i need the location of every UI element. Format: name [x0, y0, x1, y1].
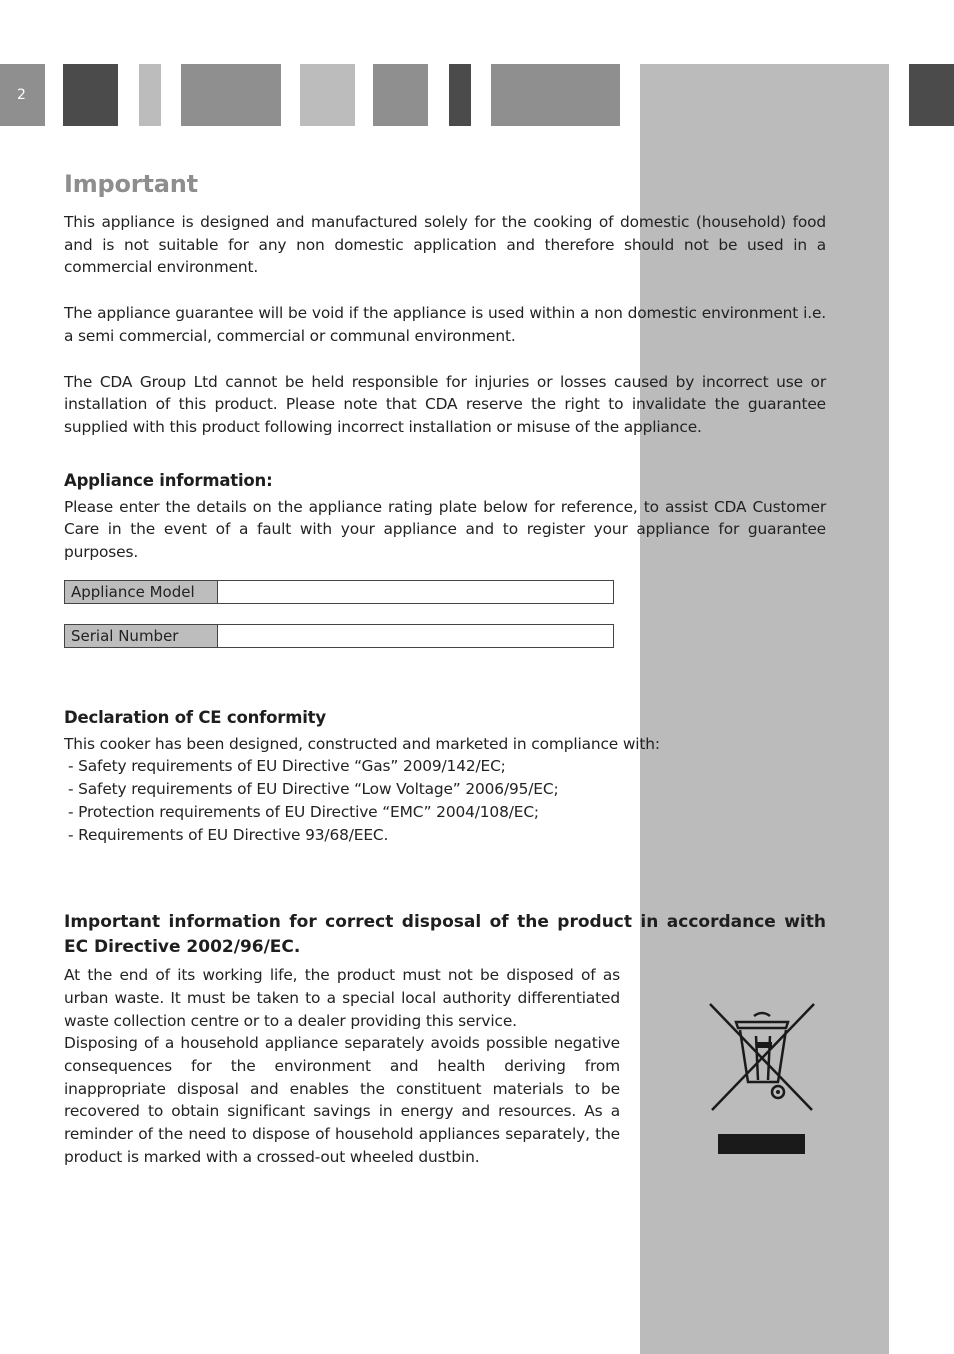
- ce-list-item: - Protection requirements of EU Directive “EMC” 2004/108/EC;: [68, 802, 539, 821]
- page-number: 2: [0, 64, 45, 126]
- important-paragraph-1: This appliance is designed and manufactured solely for the cooking of domestic (household) food and is not suitable for any non domestic application and therefore should not be used in a commercial environment.: [64, 213, 826, 277]
- header-block: [63, 64, 118, 126]
- disposal-heading: Important information for correct disposal of the product in accordance with EC Directive 2002/96/EC.: [64, 912, 826, 958]
- important-paragraph-2: The appliance guarantee will be void if the appliance is used within a non domestic environment i.e. a semi commercial, commercial or communal environment.: [64, 304, 826, 345]
- header-block: [139, 64, 161, 126]
- ce-intro: This cooker has been designed, constructed and marketed in compliance with:: [64, 734, 660, 753]
- appliance-info-text: Please enter the details on the appliance rating plate below for reference, to assist CDA Customer Care in the event of a fault with your appliance and to register your appliance for guarantee purposes.: [64, 497, 826, 562]
- serial-number-value[interactable]: [218, 625, 613, 647]
- header-block: [491, 64, 620, 126]
- disposal-paragraph-1: At the end of its working life, the product must not be disposed of as urban waste. It must be taken to a special local authority differentiated waste collection centre or to a dealer providing this service.: [64, 966, 620, 1030]
- header-block: [181, 64, 281, 126]
- ce-list-item: - Safety requirements of EU Directive “Low Voltage” 2006/95/EC;: [68, 780, 559, 799]
- important-paragraph-3: The CDA Group Ltd cannot be held responsible for injuries or losses caused by incorrect use or installation of this product. Please note that CDA reserve the right to invalidate the guarantee supplied with this product following incorrect installation or misuse of the appliance.: [64, 372, 826, 436]
- serial-number-field[interactable]: [64, 624, 614, 648]
- appliance-model-label: Appliance Model: [65, 581, 218, 603]
- page-title: Important: [64, 170, 198, 198]
- crossed-out-wheeled-bin-icon: [706, 1000, 818, 1160]
- header-block: [373, 64, 428, 126]
- appliance-info-heading: Appliance information:: [64, 470, 273, 490]
- ce-list-item: - Requirements of EU Directive 93/68/EEC.: [68, 825, 389, 844]
- header-block: [300, 64, 355, 126]
- disposal-paragraph-2: Disposing of a household appliance separately avoids possible negative consequences for the environment and health deriving from inappropriate disposal and enables the constituent materials to be recovered to obtain significant savings in energy and resources. As a reminder of the need to dispose of household appliances separately, the product is marked with a crossed-out wheeled dustbin.: [64, 1034, 620, 1166]
- header-block: [909, 64, 954, 126]
- header-block: [449, 64, 471, 126]
- appliance-model-field[interactable]: [64, 580, 614, 604]
- ce-heading: Declaration of CE conformity: [64, 707, 326, 727]
- ce-list-item: - Safety requirements of EU Directive “Gas” 2009/142/EC;: [68, 757, 506, 776]
- serial-number-label: Serial Number: [65, 625, 218, 647]
- appliance-model-value[interactable]: [218, 581, 613, 603]
